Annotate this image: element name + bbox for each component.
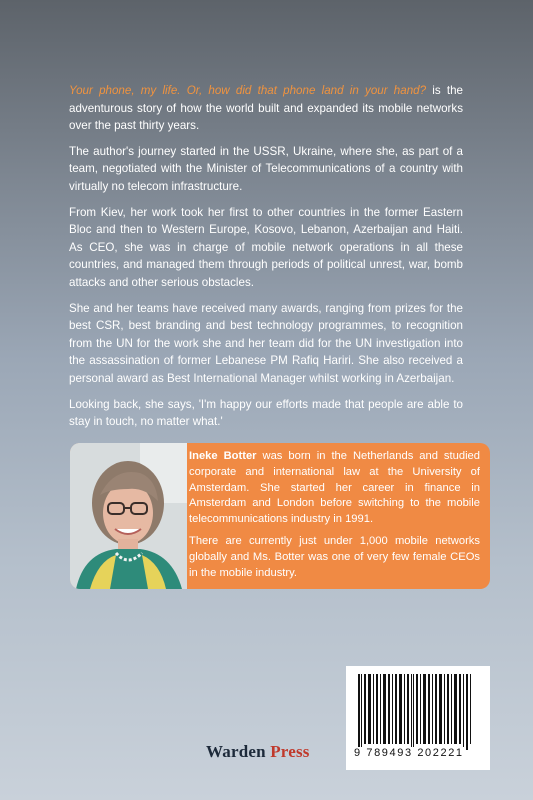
blurb-paragraph-2: The author's journey started in the USSR, Ukraine, where she, as part of a team, negotiated with the Minister of Telecommunications of a country with virtually no telecom infrastructure.: [69, 144, 463, 193]
bio-paragraph-1-text: was born in the Netherlands and studied corporate and international law at the University of Amsterdam. She started her career in finance in Amsterdam and London before switching to the mobile telecommunications industry in 1991.: [189, 450, 480, 526]
blurb-paragraph-3: From Kiev, her work took her first to other countries in the former Eastern Bloc and then to Western Europe, Kosovo, Lebanon, Azerbaijan and Haiti. As CEO, she was in charge of mobile network operations in all these countries, and managed them through periods of political unrest, war, bomb attacks and other serious obstacles.: [69, 205, 463, 289]
blurb-paragraph-4: She and her teams have received many awards, ranging from prizes for the best CSR, best branding and best technology programmes, to recognition from the UN for the work she and her team did for the UN investigation into the assassination of former Lebanese PM Rafiq Hariri. She also received a personal award as Best International Manager whilst working in Azerbaijan.: [69, 301, 463, 385]
bio-paragraph-2: There are currently just under 1,000 mobile networks globally and Ms. Botter was one of very few female CEOs in the mobile industry.: [189, 534, 480, 579]
book-title-highlight: Your phone, my life. Or, how did that phone land in your hand?: [69, 84, 427, 97]
author-bio-text: [189, 449, 480, 587]
publisher-name-part2: Press: [270, 742, 310, 761]
barcode-number: 9 789493 202221: [354, 747, 464, 759]
publisher-logo: [206, 742, 310, 762]
author-name: Ineke Botter: [189, 450, 257, 462]
author-photo: [70, 443, 187, 589]
back-cover-blurb: [69, 82, 463, 439]
publisher-name-part1: Warden: [206, 742, 266, 761]
bio-paragraph-1: [189, 449, 480, 528]
blurb-paragraph-5: Looking back, she says, 'I'm happy our efforts made that people are able to stay in touch, no matter what.': [69, 397, 463, 429]
blurb-paragraph-1-text: is the adventurous story of how the world built and expanded its mobile networks over the past thirty years.: [69, 84, 463, 133]
author-bio-box: [70, 443, 490, 589]
blurb-paragraph-1: [69, 82, 463, 135]
